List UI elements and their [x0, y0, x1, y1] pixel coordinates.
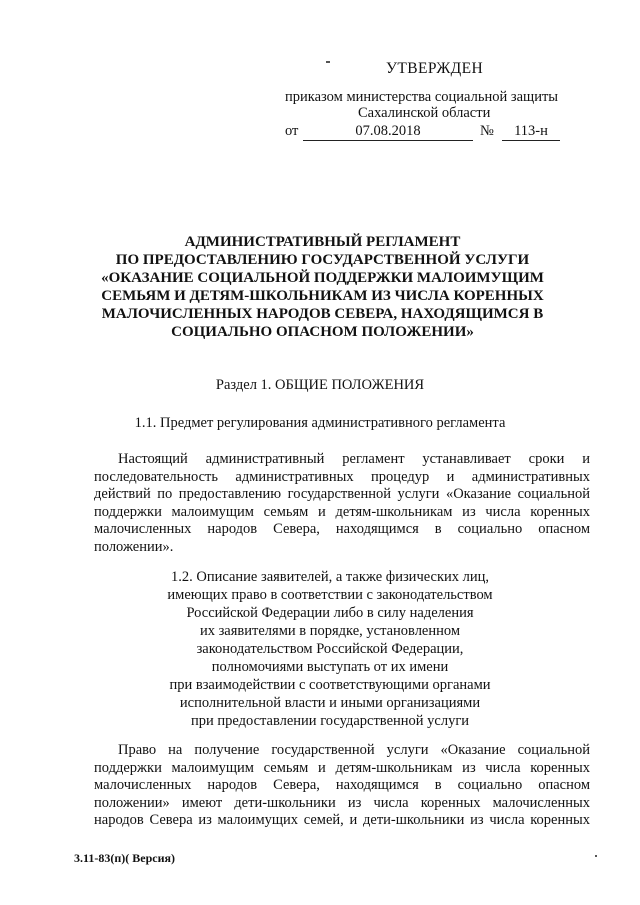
paragraph-line: поддержки малоимущим семьям и детям-школьникам из числа коренных: [94, 759, 590, 776]
subsection-heading: 1.1. Предмет регулирования административного регламента: [134, 415, 506, 431]
order-line: приказом министерства социальной защиты: [285, 89, 559, 105]
title-line: АДМИНИСТРАТИВНЫЙ РЕГЛАМЕНТ: [184, 234, 461, 250]
heading-line: при предоставлении государственной услуги: [190, 713, 470, 729]
subsection-heading: [120, 568, 540, 730]
title-line: «ОКАЗАНИЕ СОЦИАЛЬНОЙ ПОДДЕРЖКИ МАЛОИМУЩИМ: [101, 270, 544, 286]
heading-line: Российской Федерации либо в силу наделения: [186, 605, 474, 621]
approved-label: УТВЕРЖДЕН: [386, 60, 484, 77]
paragraph-line: последовательность административных процедур и административных: [94, 468, 590, 485]
paragraph: [94, 451, 590, 556]
document-code: 3.11-83(п)( Версия): [74, 851, 175, 865]
order-date-number: [285, 123, 585, 143]
from-label: от: [285, 123, 299, 139]
heading-line: при взаимодействии с соответствующими органами: [169, 677, 491, 693]
paragraph-line: малочисленных народов Севера, находящимся в социально опасном: [94, 777, 590, 793]
paragraph-line: малочисленных народов Севера, находящимся в социально опасном: [94, 521, 590, 537]
paragraph-line: поддержки малоимущим семьям и детям-школьникам из числа коренных: [94, 503, 590, 520]
title-line: СЕМЬЯМ И ДЕТЯМ-ШКОЛЬНИКАМ ИЗ ЧИСЛА КОРЕННЫХ: [101, 288, 544, 304]
paragraph-line: положении».: [94, 538, 174, 555]
paragraph-line: Настоящий административный регламент устанавливает сроки и: [118, 451, 590, 467]
order-number: 113-н: [502, 123, 560, 141]
heading-line: законодательством Российской Федерации,: [196, 641, 464, 657]
heading-line: 1.2. Описание заявителей, а также физических лиц,: [170, 569, 490, 585]
title-line: СОЦИАЛЬНО ОПАСНОМ ПОЛОЖЕНИИ»: [171, 324, 474, 340]
paragraph-line: Право на получение государственной услуги «Оказание социальной: [118, 742, 590, 758]
heading-line: их заявителями в порядке, установленном: [199, 623, 461, 639]
paragraph-line: народов Севера из малоимущих семей, и дети-школьники из числа коренных: [94, 812, 590, 828]
paragraph-line: действий по предоставлению государственной услуги «Оказание социальной: [94, 486, 590, 502]
heading-line: полномочиями выступать от их имени: [211, 659, 449, 675]
section-heading: Раздел 1. ОБЩИЕ ПОЛОЖЕНИЯ: [215, 377, 425, 393]
paragraph-line: положении» имеют дети-школьники из числа коренных малочисленных: [94, 794, 590, 811]
title-line: ПО ПРЕДОСТАВЛЕНИЮ ГОСУДАРСТВЕННОЙ УСЛУГИ: [115, 252, 530, 268]
scan-speck: [326, 61, 330, 63]
heading-line: исполнительной власти и иными организациями: [179, 695, 481, 711]
paragraph: [94, 742, 590, 830]
number-sign: №: [480, 123, 494, 139]
order-date: 07.08.2018: [303, 123, 473, 141]
title-line: МАЛОЧИСЛЕННЫХ НАРОДОВ СЕВЕРА, НАХОДЯЩИМСЯ В: [101, 306, 544, 322]
heading-line: имеющих право в соответствии с законодательством: [167, 587, 493, 603]
order-region: Сахалинской области: [358, 105, 491, 121]
document-title: [70, 233, 575, 341]
scan-speck: [595, 855, 597, 857]
